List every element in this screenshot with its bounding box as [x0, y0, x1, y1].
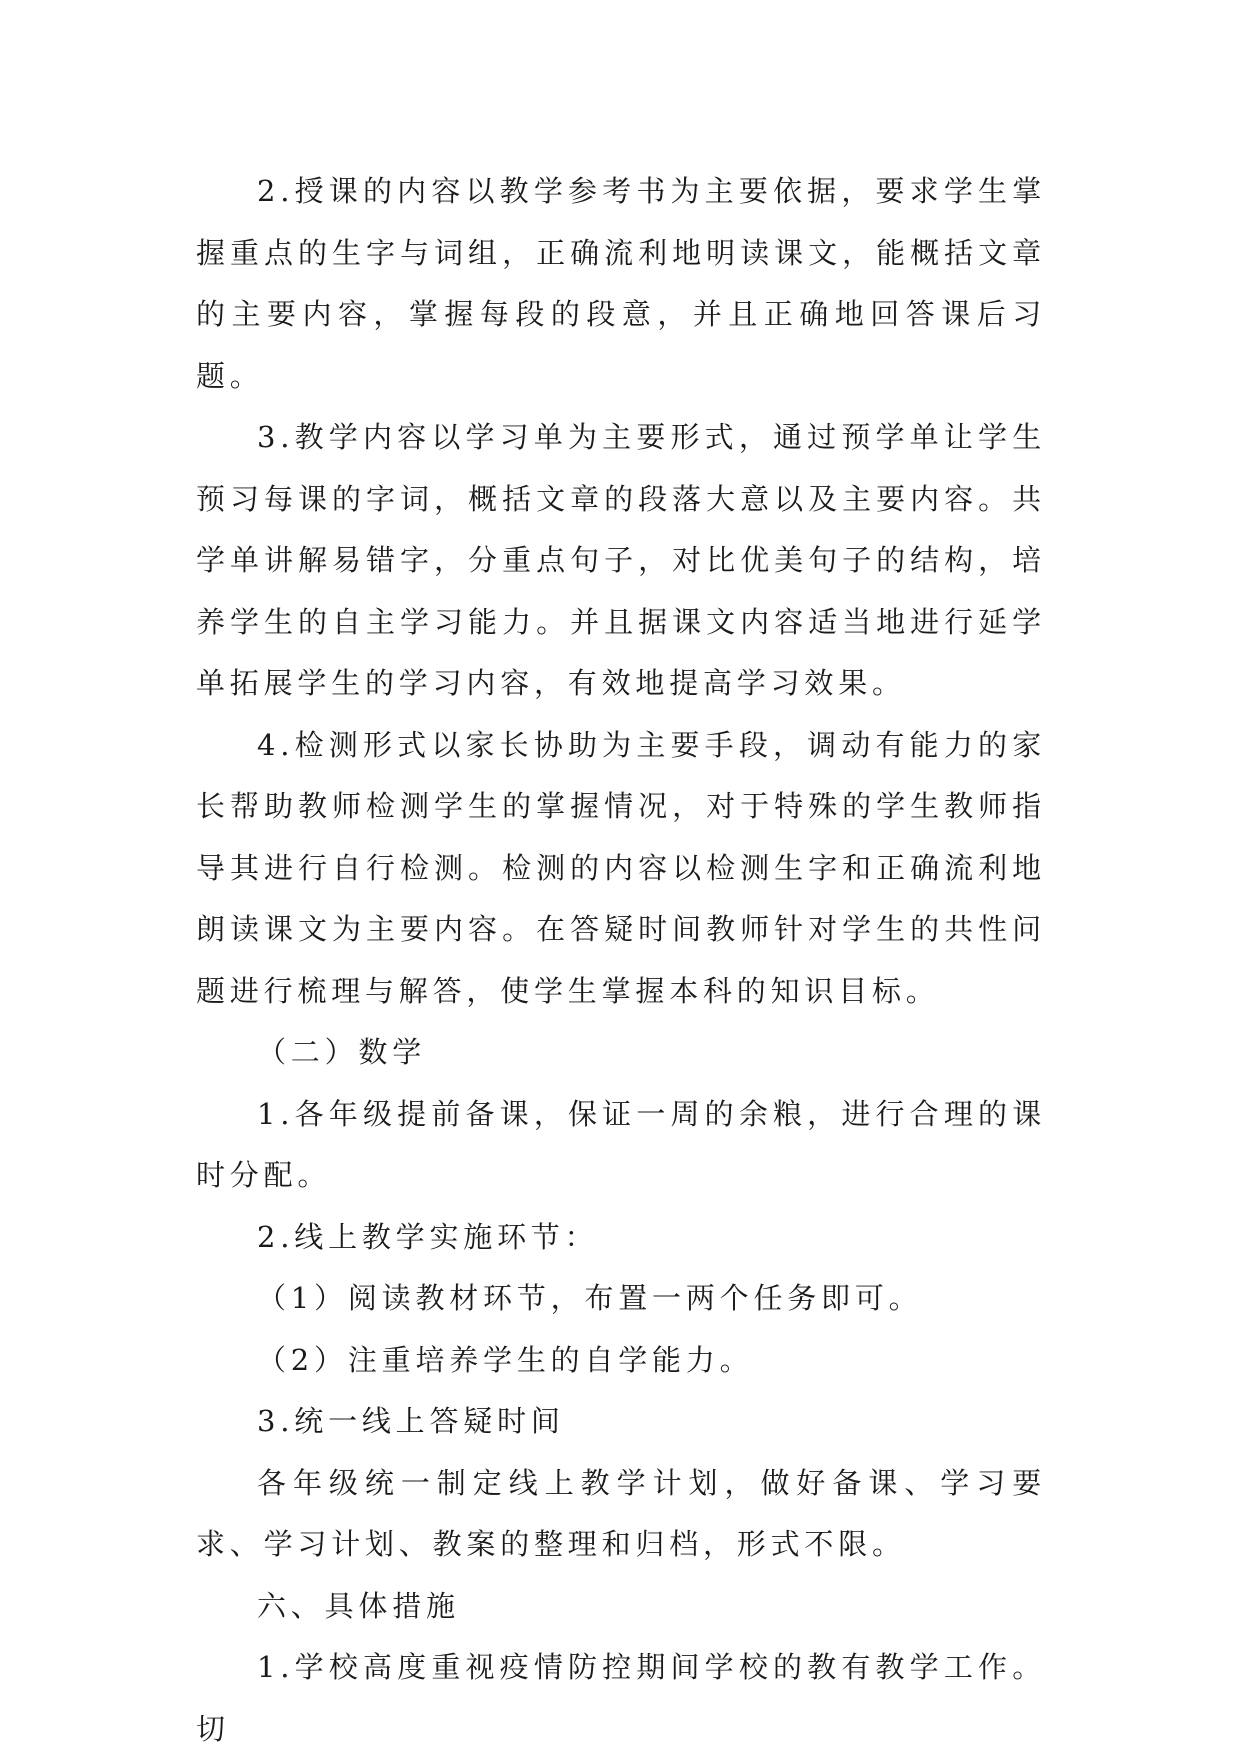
paragraph-chinese-item-3: 3.教学内容以学习单为主要形式，通过预学单让学生预习每课的字词，概括文章的段落大意以及主要内容。共学单讲解易错字，分重点句子，对比优美句子的结构，培养学生的自主学习能力。并且据课文内容适当地进行延学单拓展学生的学习内容，有效地提高学习效果。 — [196, 420, 1046, 700]
paragraph-measures-item-1: 1.学校高度重视疫情防控期间学校的教有教学工作。切 — [196, 1650, 1046, 1746]
paragraph-math-item-1: 1.各年级提前备课，保证一周的余粮，进行合理的课时分配。 — [196, 1096, 1046, 1192]
paragraph-math-plan: 各年级统一制定线上教学计划，做好备课、学习要求、学习计划、教案的整理和归档，形式不限。 — [196, 1465, 1046, 1561]
paragraph-chinese-item-4: 4.检测形式以家长协助为主要手段，调动有能力的家长帮助教师检测学生的掌握情况，对于特殊的学生教师指导其进行自行检测。检测的内容以检测生字和正确流利地朗读课文为主要内容。在答疑时间教师针对学生的共性问题进行梳理与解答，使学生掌握本科的知识目标。 — [196, 727, 1046, 1008]
paragraph-chinese-item-2: 2.授课的内容以教学参考书为主要依据，要求学生掌握重点的生字与词组，正确流利地明读课文，能概括文章的主要内容，掌握每段的段意，并且正确地回答课后习题。 — [196, 174, 1046, 393]
paragraph-math-subitem-2: （2）注重培养学生的自学能力。 — [257, 1342, 754, 1377]
paragraph-math-item-2: 2.线上教学实施环节： — [257, 1219, 599, 1254]
document-body — [196, 161, 1046, 1760]
paragraph-math-subitem-1: （1）阅读教材环节，布置一两个任务即可。 — [257, 1281, 923, 1315]
paragraph-math-item-3: 3.统一线上答疑时间 — [257, 1404, 565, 1438]
section-heading-measures: 六、具体措施 — [257, 1588, 460, 1623]
section-heading-math: （二）数学 — [257, 1035, 427, 1069]
